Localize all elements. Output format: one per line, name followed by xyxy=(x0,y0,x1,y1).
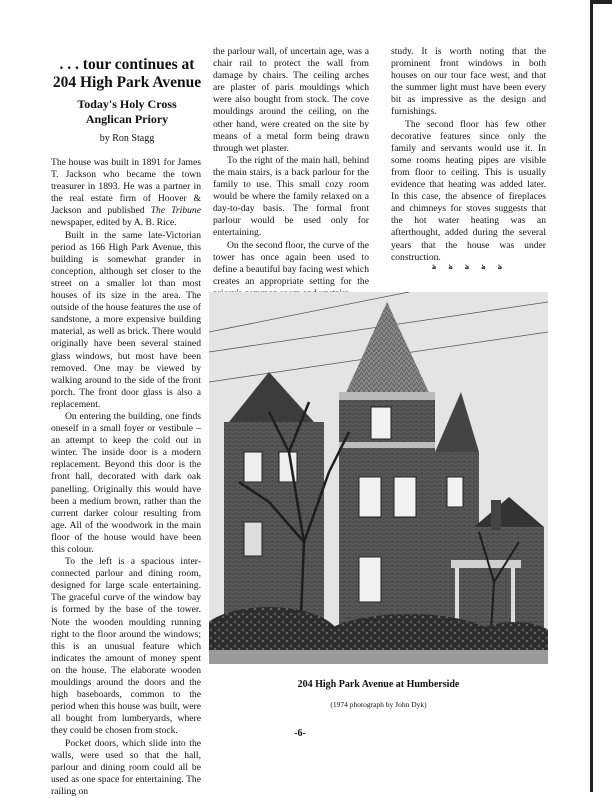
section-ornament xyxy=(432,261,502,273)
paragraph: Built in the same late-Victorian period as 166 High Park Avenue, this building is somewhat grander in conception, although set closer to the street on a smaller lot than most houses of its size in the area. The outside of the house features the use of sandstone, a more expensive building material, as well as brick. There would originally have been several stained glass windows, but most have been removed. One may be viewed by walking around to the side of the front porch. The front door glass is also a replacement. xyxy=(51,229,201,410)
paragraph xyxy=(51,157,201,230)
paragraph: Pocket doors, which slide into the walls, were used so that the hall, parlour and dining room could all be used as one space for entertaining. The railing on xyxy=(51,737,201,797)
paragraph: To the left is a spacious inter-connected parlour and dining room, designed for large scale entertaining. The graceful curve of the window bay is formed by the base of the tower. Note the wooden moulding running right to the floor around the windows; this is an unusual feature which indicates the amount of money spent on the house. The elaborate wooden mouldings around the doors and the high baseboards, common to the period when this house was built, were all bought from lumberyards, where they could be chosen from stock. xyxy=(51,556,201,737)
page-edge-border xyxy=(590,0,593,792)
photo-caption: 204 High Park Avenue at Humberside xyxy=(297,679,460,690)
ornament-glyph: ঌ xyxy=(464,263,470,271)
page-edge-border-top xyxy=(590,0,612,4)
title-line-1: . . . tour continues at xyxy=(59,56,195,73)
photo-credit: (1974 photograph by John Dyk) xyxy=(330,700,427,709)
paragraph: The second floor has few other decorative features since only the family and servants would use it. In some rooms heating pipes are visible from floor to ceiling. This is usually evidence that heating was added later. In this case, the absence of fireplaces and chimneys for stoves suggests that the hot water heating was an afterthought, added during the several years that the house was under construction. xyxy=(391,118,546,263)
ornament-glyph: ঌ xyxy=(481,263,486,271)
ornament-glyph: ঌ xyxy=(432,263,437,271)
paragraph: study. It is worth noting that the prominent front windows in both houses on our tour face west, and that the summer light must have been every bit as impressive as the design and furnishings. xyxy=(391,46,546,118)
subtitle-line-2: Anglican Priory xyxy=(85,112,169,126)
paragraph: On entering the building, one finds oneself in a small foyer or vestibule – an attempt to keep the cold out in winter. The inside door is a modern replacement. Beyond this door is the front hall, decorated with dark oak panelling. Originally this would have been a medium brown, rather than the current darker colour resulting from age. All of the woodwork in the main floor of the house would have been this colour. xyxy=(51,410,201,555)
house-photograph xyxy=(209,292,548,664)
newspaper-title: The Tribune xyxy=(150,205,201,217)
article-column-3 xyxy=(391,46,546,264)
paragraph-text: newspaper, edited by A. B. Rice. xyxy=(51,217,177,229)
house-illustration xyxy=(209,292,548,664)
paragraph: On the second floor, the curve of the tower has once again been used to define a beautiful bay facing west which creates an appropriate setting for the xyxy=(213,239,369,287)
article-column-2 xyxy=(213,46,369,300)
title-line-2: 204 High Park Avenue xyxy=(52,74,202,91)
byline: by Ron Stagg xyxy=(99,133,155,144)
page-number: -6- xyxy=(294,728,306,739)
subtitle-line-1: Today's Holy Cross xyxy=(77,97,177,111)
ornament-glyph: ঌ xyxy=(497,263,502,271)
ornament-glyph: ঌ xyxy=(448,263,453,271)
paragraph: the parlour wall, of uncertain age, was a chair rail to protect the wall from damage by chairs. The ceiling arches are plaster of paris mouldings which were also bought from stock. The cove mouldings around the ceiling, on the other hand, were created on the site by means of a metal form being drawn through wet plaster. xyxy=(213,46,369,154)
article-column-1 xyxy=(51,157,201,798)
paragraph: To the right of the main hall, behind the main stairs, is a back parlour for the family to use. This small cozy room would be where the family relaxed on a day-to-day basis. The formal front parlour would be used only for entertaining. xyxy=(213,154,369,239)
paragraph-text: The house was built in 1891 for James T. Jackson who became the town treasurer in 1893. He was a partner in the real estate firm of Hoover & Jackson and published xyxy=(51,157,201,217)
